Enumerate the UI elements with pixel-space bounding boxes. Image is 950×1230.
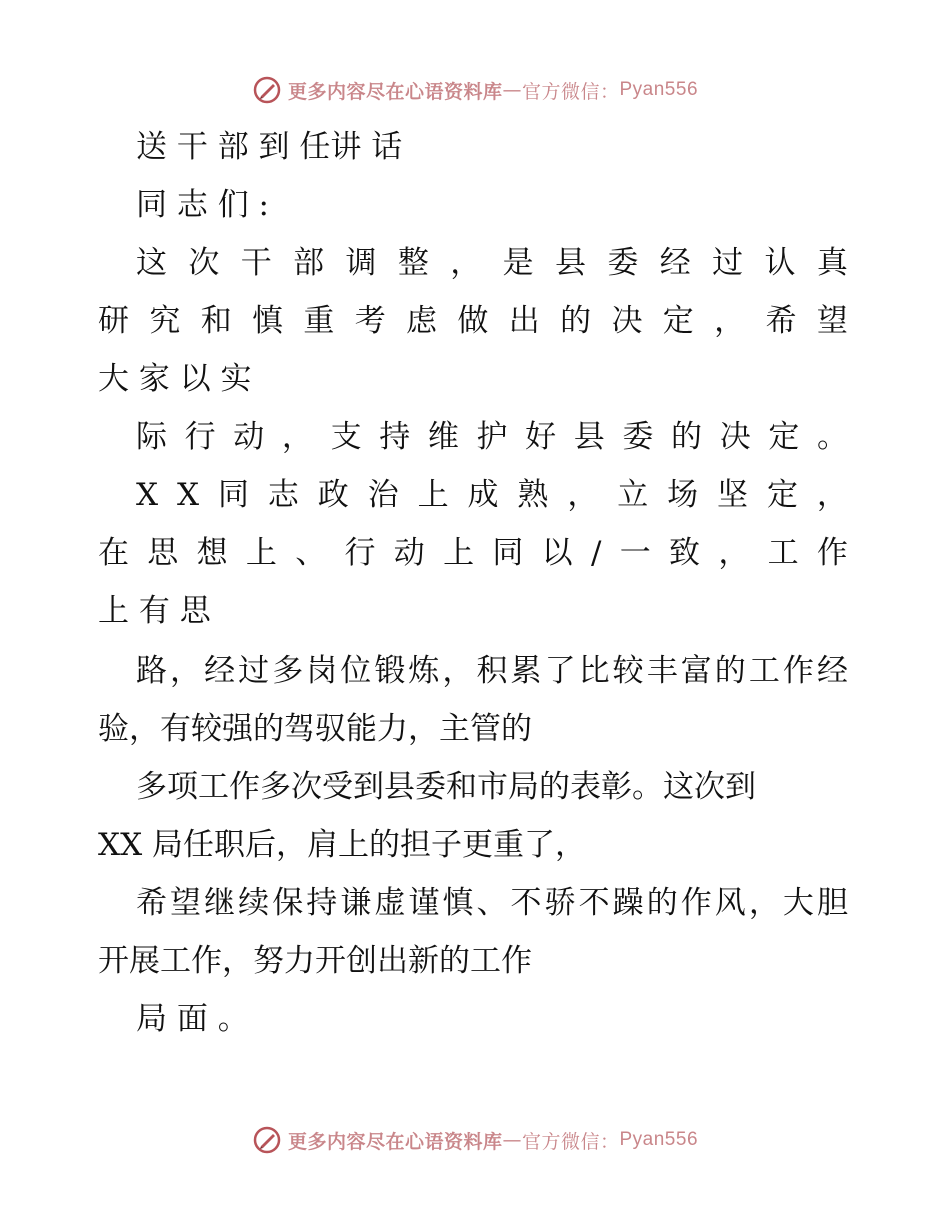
- paragraph-line: 验，有较强的驾驭能力，主管的: [98, 711, 532, 747]
- header-watermark: [0, 70, 950, 110]
- paragraph-line: 际 行 动 ， 支 持 维 护 好 县 委 的 决 定 。: [136, 419, 848, 455]
- watermark-official: 官方微信：: [521, 80, 620, 103]
- paragraph-line: 开展工作，努力开创出新的工作: [98, 943, 532, 979]
- watermark-official: 官方微信：: [521, 1130, 620, 1153]
- watermark-brand: 更多内容尽在心语资料库: [287, 1130, 503, 1153]
- paragraph-line: XX 局任职后，肩上的担子更重了，: [98, 827, 586, 863]
- paragraph-line: 大 家 以 实: [98, 361, 252, 397]
- paragraph-line: 路 ， 经 过 多 岗 位 锻 炼 ， 积 累 了 比 较 丰 富 的 工 作 经: [136, 653, 848, 689]
- paragraph-line: X X 同 志 政 治 上 成 熟 ， 立 场 坚 定 ，: [136, 477, 848, 513]
- paragraph-line: 在 思 想 上 、 行 动 上 同 以 / 一 致 ， 工 作: [98, 535, 848, 571]
- paragraph-line: 上 有 思: [98, 593, 211, 629]
- paragraph-line: 局 面 。: [136, 1001, 249, 1037]
- watermark-account: Pyan556: [619, 1129, 699, 1150]
- paragraph-line: 希 望 继 续 保 持 谦 虚 谨 慎 、 不 骄 不 躁 的 作 风 ， 大 胆: [136, 885, 848, 921]
- paragraph-line: 多项工作多次受到县委和市局的表彰。这次到: [136, 769, 756, 805]
- pen-logo-icon: [252, 75, 282, 105]
- paragraph-line: 这 次 干 部 调 整 ， 是 县 委 经 过 认 真: [136, 245, 848, 281]
- watermark-brand: 更多内容尽在心语资料库: [287, 80, 503, 103]
- paragraph-line: 研 究 和 慎 重 考 虑 做 出 的 决 定 ， 希 望: [98, 303, 848, 339]
- watermark-dash: —: [502, 79, 522, 101]
- salutation: 同 志 们 :: [136, 187, 270, 223]
- watermark-dash: —: [502, 1129, 522, 1151]
- footer-watermark: [0, 1120, 950, 1160]
- watermark-account: Pyan556: [619, 79, 699, 100]
- document-title: 送 干 部 到 任讲 话: [136, 129, 403, 165]
- pen-logo-icon: [252, 1125, 282, 1155]
